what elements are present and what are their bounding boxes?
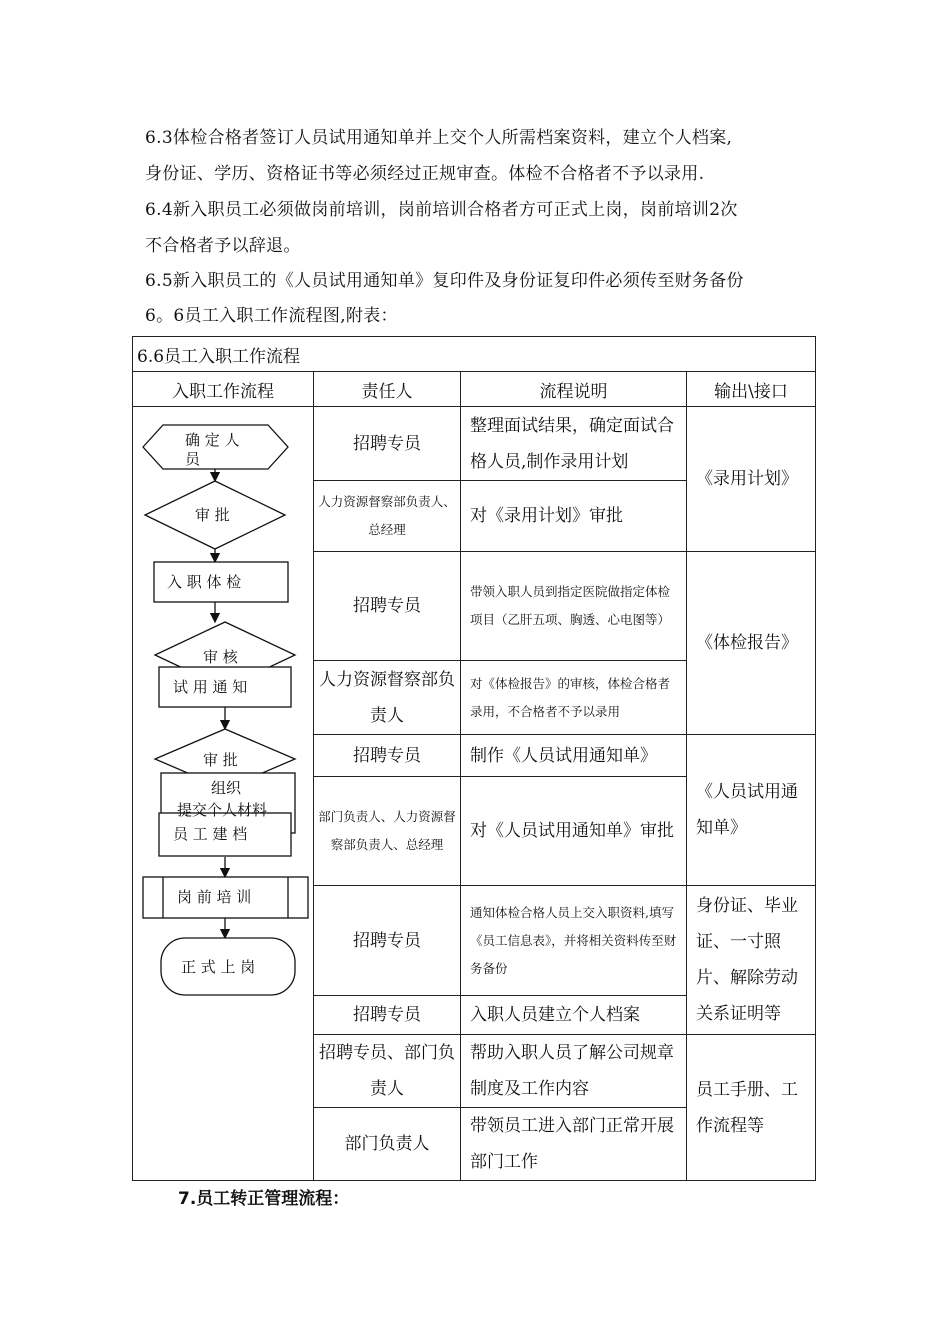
output-hiring-plan: 《录用计划》	[687, 407, 816, 552]
desc-row-6: 对《人员试用通知单》审批	[461, 777, 687, 886]
owner-row-7: 招聘专员	[314, 886, 461, 996]
flowchart-diagram	[133, 407, 314, 1183]
paragraph-6-3-line2: 身份证、学历、资格证书等必须经过正规审查。体检不合格者不予以录用.	[145, 164, 705, 184]
header-description: 流程说明	[461, 372, 687, 407]
owner-row-2: 人力资源督察部负责人、总经理	[314, 481, 461, 552]
flow-text-n3: 入 职 体 检	[167, 573, 242, 591]
flow-text-n4: 审 核	[203, 648, 238, 666]
desc-row-10: 带领员工进入部门正常开展部门工作	[461, 1108, 687, 1181]
desc-row-5: 制作《人员试用通知单》	[461, 735, 687, 777]
header-output: 输出\接口	[687, 372, 816, 407]
paragraph-6-6: 6。6员工入职工作流程图,附表：	[145, 306, 398, 326]
paragraph-6-5: 6.5新入职员工的《人员试用通知单》复印件及身份证复印件必须传至财务备份	[145, 271, 744, 291]
header-owner: 责任人	[314, 372, 461, 407]
flow-text-n7b: 提交个人材料	[177, 801, 268, 819]
desc-row-7: 通知体检合格人员上交入职资料,填写《员工信息表》，并将相关资料传至财务备份	[461, 886, 687, 996]
svg-text:员: 员	[185, 450, 201, 468]
desc-row-2: 对《录用计划》审批	[461, 481, 687, 552]
table-caption: 6.6员工入职工作流程	[133, 337, 816, 372]
owner-row-8: 招聘专员	[314, 996, 461, 1035]
owner-row-1: 招聘专员	[314, 407, 461, 481]
desc-row-4: 对《体检报告》的审核，体检合格者录用，不合格者不予以录用	[461, 661, 687, 735]
owner-row-6: 部门负责人、人力资源督察部负责人、总经理	[314, 777, 461, 886]
flow-text-n9: 岗 前 培 训	[177, 888, 252, 906]
desc-row-9: 帮助入职人员了解公司规章制度及工作内容	[461, 1035, 687, 1108]
owner-row-5: 招聘专员	[314, 735, 461, 777]
flowchart-cell	[133, 407, 314, 1181]
output-trial-notice: 《人员试用通知单》	[687, 735, 816, 886]
flow-text-n6: 审 批	[203, 751, 238, 769]
owner-row-3: 招聘专员	[314, 552, 461, 661]
onboarding-flow-table	[132, 336, 816, 1181]
owner-row-4: 人力资源督察部负责人	[314, 661, 461, 735]
flow-text-n7a: 组织	[211, 779, 242, 797]
desc-row-1: 整理面试结果，确定面试合格人员,制作录用计划	[461, 407, 687, 481]
paragraph-6-4-line2: 不合格者予以辞退。	[145, 236, 301, 256]
owner-row-10: 部门负责人	[314, 1108, 461, 1181]
flow-text-n5: 试 用 通 知	[173, 678, 248, 696]
flow-text-n2: 审 批	[195, 506, 230, 524]
output-handbook: 员工手册、工作流程等	[687, 1035, 816, 1181]
header-flow: 入职工作流程	[133, 372, 314, 407]
flow-text-n8: 员 工 建 档	[173, 825, 248, 843]
output-documents: 身份证、毕业证、一寸照片、解除劳动关系证明等	[687, 886, 816, 1035]
paragraph-6-4-line1: 6.4新入职员工必须做岗前培训，岗前培训合格者方可正式上岗，岗前培训2次	[145, 200, 738, 220]
desc-row-8: 入职人员建立个人档案	[461, 996, 687, 1035]
flow-text-n10: 正 式 上 岗	[181, 958, 256, 976]
section-7-heading: 7.员工转正管理流程：	[178, 1189, 350, 1209]
output-medical-report: 《体检报告》	[687, 552, 816, 735]
owner-row-9: 招聘专员、部门负责人	[314, 1035, 461, 1108]
flow-text-n1: 确 定 人	[185, 431, 240, 449]
paragraph-6-3-line1: 6.3体检合格者签订人员试用通知单并上交个人所需档案资料，建立个人档案,	[145, 128, 733, 148]
desc-row-3: 带领入职人员到指定医院做指定体检项目（乙肝五项、胸透、心电图等）	[461, 552, 687, 661]
